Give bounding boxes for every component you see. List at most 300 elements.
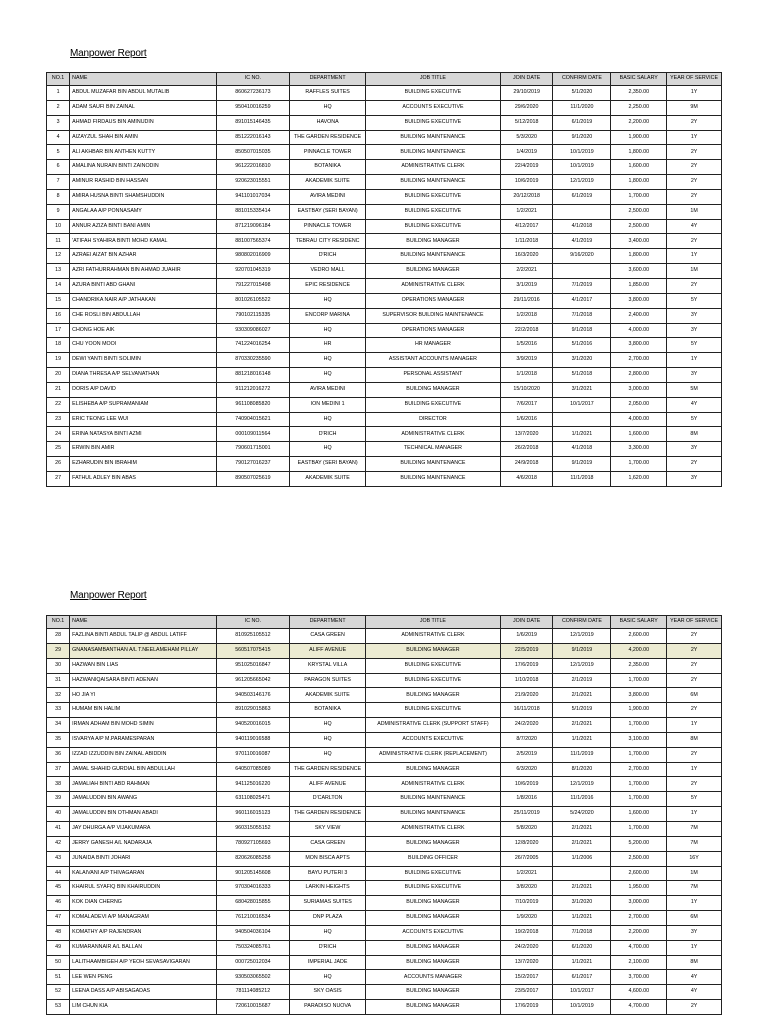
cell-name: HAZWAN BIN LIAS	[70, 658, 216, 673]
cell-ic-no: 741224016254	[216, 338, 290, 353]
cell-basic-salary: 1,900.00	[611, 130, 667, 145]
col-header-join-date: JOIN DATE	[500, 616, 553, 629]
cell-year-of-service: 5Y	[667, 792, 722, 807]
cell-name: FATHUL ADLEY BIN ABAS	[70, 471, 216, 486]
cell-year-of-service: 2Y	[667, 643, 722, 658]
cell-confirm-date	[553, 866, 611, 881]
col-header-department: DEPARTMENT	[290, 616, 366, 629]
cell-name: ERIC TEONG LEE WUI	[70, 412, 216, 427]
cell-no: 23	[47, 412, 70, 427]
cell-ic-no: 780927105693	[216, 836, 290, 851]
cell-name: AHMAD FIRDAUS BIN AMINUDIN	[70, 115, 216, 130]
cell-name: DIANA THRESA A/P SELVANATHAN	[70, 368, 216, 383]
cell-no: 13	[47, 264, 70, 279]
cell-department: AKADEMIK SUITE	[290, 688, 366, 703]
cell-join-date: 6/3/2020	[500, 762, 553, 777]
cell-name: JAMAL SHAHID GURDIAL BIN ABDULLAH	[70, 762, 216, 777]
cell-join-date: 1/10/2018	[500, 673, 553, 688]
cell-basic-salary: 2,700.00	[611, 353, 667, 368]
cell-basic-salary: 3,400.00	[611, 234, 667, 249]
cell-job-title: BUILDING MANAGER	[366, 688, 501, 703]
table-row	[47, 145, 722, 160]
cell-no: 18	[47, 338, 70, 353]
cell-confirm-date: 2/1/2021	[553, 688, 611, 703]
cell-department: PINNACLE TOWER	[290, 219, 366, 234]
col-header-basic-salary: BASIC SALARY	[611, 616, 667, 629]
cell-year-of-service: 1Y	[667, 940, 722, 955]
cell-year-of-service: 3Y	[667, 308, 722, 323]
cell-year-of-service: 3Y	[667, 442, 722, 457]
cell-no: 40	[47, 807, 70, 822]
cell-no: 31	[47, 673, 70, 688]
cell-join-date: 24/2/2020	[500, 718, 553, 733]
cell-ic-no: 870330235590	[216, 353, 290, 368]
col-header-basic-salary: BASIC SALARY	[611, 73, 667, 86]
cell-confirm-date: 9/1/2019	[553, 457, 611, 472]
table-row	[47, 264, 722, 279]
cell-join-date: 1/2/2021	[500, 204, 553, 219]
cell-name: HAZWANIQAISARA BINTI ADENAN	[70, 673, 216, 688]
cell-year-of-service: 7M	[667, 881, 722, 896]
cell-job-title: BUILDING MANAGER	[366, 896, 501, 911]
cell-job-title: BUILDING EXECUTIVE	[366, 658, 501, 673]
col-header-confirm-date: CONFIRM DATE	[553, 616, 611, 629]
cell-confirm-date: 1/1/2021	[553, 732, 611, 747]
cell-join-date: 19/2/2018	[500, 925, 553, 940]
cell-year-of-service: 8M	[667, 732, 722, 747]
table-row	[47, 821, 722, 836]
cell-department: AVIRA MEDINI	[290, 189, 366, 204]
cell-confirm-date: 7/1/2018	[553, 925, 611, 940]
cell-name: ALI AKHBAR BIN ANTHEN KUTTY	[70, 145, 216, 160]
cell-name: LEENA DASS A/P ABISAGADAS	[70, 985, 216, 1000]
cell-confirm-date	[553, 264, 611, 279]
cell-confirm-date: 2/1/2021	[553, 718, 611, 733]
table-row	[47, 911, 722, 926]
cell-ic-no: 920701045319	[216, 264, 290, 279]
cell-basic-salary: 2,700.00	[611, 911, 667, 926]
cell-ic-no: 891015146435	[216, 115, 290, 130]
cell-basic-salary: 1,950.00	[611, 881, 667, 896]
cell-confirm-date: 11/1/2016	[553, 792, 611, 807]
cell-year-of-service: 2Y	[667, 658, 722, 673]
table-row	[47, 219, 722, 234]
cell-name: FAZLINA BINTI ABDUL TALIP @ ABDUL LATIFF	[70, 629, 216, 644]
cell-confirm-date: 4/1/2019	[553, 234, 611, 249]
cell-join-date: 3/9/2019	[500, 353, 553, 368]
cell-name: AMIRA HUSNA BINTI SHAMSHUDDIN	[70, 189, 216, 204]
cell-name: ISVARYA A/P M.PARAMESPARAN	[70, 732, 216, 747]
table-row	[47, 836, 722, 851]
cell-job-title: BUILDING EXECUTIVE	[366, 219, 501, 234]
cell-name: HO JIA YI	[70, 688, 216, 703]
cell-department: D'RICH	[290, 249, 366, 264]
cell-department: PARAGON SUITES	[290, 673, 366, 688]
cell-name: LALITHAAMBIGEH A/P YEOH SEVASAVIGARAN	[70, 955, 216, 970]
table-row	[47, 866, 722, 881]
cell-ic-no: 790102115335	[216, 308, 290, 323]
cell-name: DORIS A/P DAVID	[70, 382, 216, 397]
cell-confirm-date: 5/24/2020	[553, 807, 611, 822]
cell-join-date: 8/7/2020	[500, 732, 553, 747]
cell-department: HQ	[290, 442, 366, 457]
cell-department: THE GARDEN RESIDENCE	[290, 762, 366, 777]
cell-job-title: DIRECTOR	[366, 412, 501, 427]
cell-confirm-date: 8/1/2020	[553, 762, 611, 777]
cell-job-title: BUILDING MAINTENANCE	[366, 471, 501, 486]
cell-join-date: 7/10/2019	[500, 896, 553, 911]
table-row	[47, 353, 722, 368]
table-body	[47, 86, 722, 487]
cell-year-of-service: 1Y	[667, 353, 722, 368]
cell-no: 32	[47, 688, 70, 703]
cell-department: PARADISO NUOVA	[290, 1000, 366, 1015]
cell-department: PINNACLE TOWER	[290, 145, 366, 160]
cell-name: ERWIN BIN AMIR	[70, 442, 216, 457]
cell-no: 21	[47, 382, 70, 397]
cell-year-of-service: 2Y	[667, 145, 722, 160]
cell-no: 35	[47, 732, 70, 747]
cell-no: 28	[47, 629, 70, 644]
cell-basic-salary: 3,800.00	[611, 688, 667, 703]
cell-year-of-service: 4Y	[667, 219, 722, 234]
cell-no: 48	[47, 925, 70, 940]
cell-basic-salary: 1,600.00	[611, 160, 667, 175]
cell-name: GNANASAMBANTHAN A/L T.NEELAMEHAM PILLAY	[70, 643, 216, 658]
table-row	[47, 970, 722, 985]
cell-confirm-date: 11/1/2018	[553, 471, 611, 486]
cell-no: 37	[47, 762, 70, 777]
cell-job-title: ADMINISTRATIVE CLERK	[366, 160, 501, 175]
col-header-confirm-date: CONFIRM DATE	[553, 73, 611, 86]
cell-ic-no: 890507025619	[216, 471, 290, 486]
cell-job-title: SUPERVISOR BUILDING MAINTENANCE	[366, 308, 501, 323]
cell-job-title: BUILDING EXECUTIVE	[366, 866, 501, 881]
cell-basic-salary: 1,700.00	[611, 777, 667, 792]
table-row	[47, 985, 722, 1000]
cell-join-date: 15/10/2020	[500, 382, 553, 397]
cell-job-title: BUILDING EXECUTIVE	[366, 703, 501, 718]
cell-job-title: ADMINISTRATIVE CLERK	[366, 427, 501, 442]
cell-confirm-date: 3/1/2021	[553, 382, 611, 397]
cell-join-date: 1/8/2016	[500, 792, 553, 807]
cell-department: LARKIN HEIGHTS	[290, 881, 366, 896]
cell-no: 53	[47, 1000, 70, 1015]
table-row	[47, 442, 722, 457]
cell-job-title: BUILDING MAINTENANCE	[366, 175, 501, 190]
cell-department: SURIAMAS SUITES	[290, 896, 366, 911]
cell-department: HQ	[290, 100, 366, 115]
cell-year-of-service: 1M	[667, 204, 722, 219]
cell-department: VEDRO MALL	[290, 264, 366, 279]
cell-join-date: 17/6/2019	[500, 658, 553, 673]
cell-job-title: BUILDING MAINTENANCE	[366, 457, 501, 472]
table-row	[47, 629, 722, 644]
cell-join-date: 29/10/2019	[500, 86, 553, 101]
cell-year-of-service: 4Y	[667, 970, 722, 985]
cell-basic-salary: 3,000.00	[611, 382, 667, 397]
table-row	[47, 382, 722, 397]
table-row	[47, 807, 722, 822]
cell-name: KOMALADEVI A/P MANAGRAM	[70, 911, 216, 926]
cell-no: 49	[47, 940, 70, 955]
cell-name: KALAIVANI A/P THIVAGARAN	[70, 866, 216, 881]
cell-basic-salary: 3,700.00	[611, 970, 667, 985]
cell-no: 1	[47, 86, 70, 101]
cell-no: 16	[47, 308, 70, 323]
cell-job-title: ACCOUNTS EXECUTIVE	[366, 732, 501, 747]
cell-basic-salary: 2,200.00	[611, 115, 667, 130]
cell-no: 26	[47, 457, 70, 472]
cell-year-of-service: 1M	[667, 866, 722, 881]
cell-basic-salary: 4,600.00	[611, 985, 667, 1000]
cell-year-of-service: 6M	[667, 911, 722, 926]
cell-name: CHANDRIKA NAIR A/P JATHAKAN	[70, 293, 216, 308]
cell-job-title: BUILDING EXECUTIVE	[366, 673, 501, 688]
col-header-year-of-service: YEAR OF SERVICE	[667, 73, 722, 86]
table-row	[47, 368, 722, 383]
cell-name: IRMAN ADHAM BIN MOHD SIMIN	[70, 718, 216, 733]
cell-ic-no: 940520016015	[216, 718, 290, 733]
cell-name: KOMATHY A/P RAJENDRAN	[70, 925, 216, 940]
col-header-job-title: JOB TITLE	[366, 616, 501, 629]
cell-ic-no: 790601715001	[216, 442, 290, 457]
cell-year-of-service: 2Y	[667, 629, 722, 644]
cell-department: HQ	[290, 293, 366, 308]
cell-name: ELISHEBA A/P SUPRAMANIAM	[70, 397, 216, 412]
cell-no: 50	[47, 955, 70, 970]
table-row	[47, 100, 722, 115]
cell-basic-salary: 1,700.00	[611, 189, 667, 204]
cell-join-date: 5/12/2018	[500, 115, 553, 130]
cell-no: 8	[47, 189, 70, 204]
cell-year-of-service: 3Y	[667, 323, 722, 338]
cell-name: CHU YOON MOOI	[70, 338, 216, 353]
cell-ic-no: 960116015123	[216, 807, 290, 822]
cell-job-title: ADMINISTRATIVE CLERK	[366, 629, 501, 644]
cell-confirm-date: 2/1/2019	[553, 673, 611, 688]
cell-ic-no: 951025016847	[216, 658, 290, 673]
cell-join-date: 1/4/2019	[500, 145, 553, 160]
cell-job-title: PERSONAL ASSISTANT	[366, 368, 501, 383]
cell-ic-no: 911212016272	[216, 382, 290, 397]
table-row	[47, 130, 722, 145]
cell-basic-salary: 1,700.00	[611, 457, 667, 472]
cell-name: DEWI YANTI BINTI SOLIMIN	[70, 353, 216, 368]
table-row	[47, 718, 722, 733]
cell-confirm-date: 6/1/2020	[553, 940, 611, 955]
cell-ic-no: 980802016909	[216, 249, 290, 264]
cell-join-date: 15/2/2017	[500, 970, 553, 985]
cell-name: ANGALAA A/P PONNASAMY	[70, 204, 216, 219]
cell-job-title: BUILDING EXECUTIVE	[366, 86, 501, 101]
cell-department: ENCORP MARINA	[290, 308, 366, 323]
cell-basic-salary: 1,600.00	[611, 427, 667, 442]
cell-confirm-date: 9/16/2020	[553, 249, 611, 264]
table-row	[47, 1000, 722, 1015]
cell-basic-salary: 3,300.00	[611, 442, 667, 457]
cell-confirm-date: 10/1/2019	[553, 160, 611, 175]
cell-department: HQ	[290, 925, 366, 940]
cell-name: JAMALUDDIN BIN AWANG	[70, 792, 216, 807]
cell-no: 44	[47, 866, 70, 881]
cell-ic-no: 750324085761	[216, 940, 290, 955]
cell-join-date: 10/6/2019	[500, 777, 553, 792]
cell-no: 34	[47, 718, 70, 733]
cell-job-title: HR MANAGER	[366, 338, 501, 353]
cell-join-date: 22/5/2019	[500, 643, 553, 658]
cell-no: 24	[47, 427, 70, 442]
table-row	[47, 338, 722, 353]
cell-basic-salary: 5,200.00	[611, 836, 667, 851]
manpower-table	[46, 72, 722, 487]
table-row	[47, 249, 722, 264]
cell-confirm-date: 1/1/2021	[553, 427, 611, 442]
cell-ic-no: 961222016810	[216, 160, 290, 175]
cell-ic-no: 881007565374	[216, 234, 290, 249]
cell-ic-no: 940503146176	[216, 688, 290, 703]
cell-job-title: ADMINISTRATIVE CLERK (SUPPORT STAFF)	[366, 718, 501, 733]
cell-job-title: BUILDING MANAGER	[366, 940, 501, 955]
cell-no: 19	[47, 353, 70, 368]
cell-basic-salary: 4,700.00	[611, 940, 667, 955]
cell-confirm-date: 5/1/2019	[553, 703, 611, 718]
cell-confirm-date: 12/1/2019	[553, 629, 611, 644]
cell-department: SKY VIEW	[290, 821, 366, 836]
cell-confirm-date: 9/1/2019	[553, 643, 611, 658]
cell-year-of-service: 2Y	[667, 189, 722, 204]
cell-basic-salary: 2,800.00	[611, 368, 667, 383]
cell-year-of-service: 1Y	[667, 718, 722, 733]
cell-join-date: 5/3/2020	[500, 130, 553, 145]
cell-basic-salary: 1,800.00	[611, 175, 667, 190]
cell-department: IMPERIAL JADE	[290, 955, 366, 970]
cell-ic-no: 000109011564	[216, 427, 290, 442]
cell-job-title: BUILDING MANAGER	[366, 985, 501, 1000]
cell-join-date: 3/1/2019	[500, 278, 553, 293]
cell-department: MON BISCA APTS	[290, 851, 366, 866]
cell-name: ADAM SAUFI BIN ZAINAL	[70, 100, 216, 115]
cell-basic-salary: 2,500.00	[611, 851, 667, 866]
cell-name: LIM CHUN KIA	[70, 1000, 216, 1015]
cell-basic-salary: 1,700.00	[611, 747, 667, 762]
cell-join-date: 1/1/2018	[500, 368, 553, 383]
cell-confirm-date: 6/1/2019	[553, 189, 611, 204]
cell-ic-no: 791227015498	[216, 278, 290, 293]
cell-join-date: 22/2/2018	[500, 323, 553, 338]
cell-confirm-date: 10/1/2017	[553, 397, 611, 412]
manpower-table	[46, 615, 722, 1015]
table-row	[47, 925, 722, 940]
cell-confirm-date: 1/1/2021	[553, 955, 611, 970]
cell-no: 52	[47, 985, 70, 1000]
cell-no: 30	[47, 658, 70, 673]
col-header-no: NO.1	[47, 73, 70, 86]
cell-department: BAYU PUTERI 3	[290, 866, 366, 881]
cell-join-date: 25/11/2019	[500, 807, 553, 822]
table-row	[47, 278, 722, 293]
col-header-year-of-service: YEAR OF SERVICE	[667, 616, 722, 629]
table-row	[47, 86, 722, 101]
cell-confirm-date: 9/1/2020	[553, 130, 611, 145]
cell-join-date: 22/4/2019	[500, 160, 553, 175]
col-header-ic: IC NO.	[216, 616, 290, 629]
cell-name: ANNUR AZIZA BINTI BANI AMIN	[70, 219, 216, 234]
cell-no: 38	[47, 777, 70, 792]
cell-confirm-date: 2/1/2021	[553, 881, 611, 896]
cell-no: 43	[47, 851, 70, 866]
cell-confirm-date: 11/1/2020	[553, 100, 611, 115]
cell-year-of-service: 2Y	[667, 747, 722, 762]
cell-job-title: BUILDING EXECUTIVE	[366, 189, 501, 204]
cell-ic-no: 960315055152	[216, 821, 290, 836]
cell-ic-no: 640507085089	[216, 762, 290, 777]
cell-job-title: OPERATIONS MANAGER	[366, 323, 501, 338]
cell-join-date: 26/7/2005	[500, 851, 553, 866]
cell-join-date: 1/5/2016	[500, 338, 553, 353]
cell-basic-salary: 1,620.00	[611, 471, 667, 486]
table-row	[47, 896, 722, 911]
cell-job-title: BUILDING MANAGER	[366, 643, 501, 658]
cell-ic-no: 740904015621	[216, 412, 290, 427]
cell-no: 10	[47, 219, 70, 234]
cell-ic-no: 781114085212	[216, 985, 290, 1000]
cell-year-of-service: 2Y	[667, 703, 722, 718]
cell-basic-salary: 1,800.00	[611, 145, 667, 160]
table-row	[47, 703, 722, 718]
cell-join-date: 4/12/2017	[500, 219, 553, 234]
cell-department: ALIFF AVENUE	[290, 643, 366, 658]
cell-job-title: BUILDING MANAGER	[366, 264, 501, 279]
cell-confirm-date: 5/1/2016	[553, 338, 611, 353]
cell-no: 33	[47, 703, 70, 718]
cell-no: 17	[47, 323, 70, 338]
cell-basic-salary: 1,600.00	[611, 807, 667, 822]
table-header-row	[47, 616, 722, 629]
cell-basic-salary: 3,800.00	[611, 293, 667, 308]
table-row	[47, 747, 722, 762]
cell-ic-no: 871219096184	[216, 219, 290, 234]
table-row	[47, 673, 722, 688]
cell-department: ALIFF AVENUE	[290, 777, 366, 792]
cell-basic-salary: 3,000.00	[611, 896, 667, 911]
cell-job-title: BUILDING EXECUTIVE	[366, 397, 501, 412]
cell-join-date: 7/6/2017	[500, 397, 553, 412]
cell-department: EPIC RESIDENCE	[290, 278, 366, 293]
cell-confirm-date: 4/1/2018	[553, 442, 611, 457]
table-row	[47, 397, 722, 412]
table-body	[47, 629, 722, 1015]
cell-basic-salary: 2,700.00	[611, 762, 667, 777]
cell-job-title: BUILDING MANAGER	[366, 234, 501, 249]
cell-basic-salary: 2,400.00	[611, 308, 667, 323]
cell-name: AZRAEI AIZAT BIN AZHAR	[70, 249, 216, 264]
cell-basic-salary: 2,350.00	[611, 86, 667, 101]
cell-no: 2	[47, 100, 70, 115]
cell-name: AIZAYZUL SHAH BIN AMIN	[70, 130, 216, 145]
cell-basic-salary: 2,600.00	[611, 629, 667, 644]
cell-join-date: 29/11/2016	[500, 293, 553, 308]
cell-job-title: ADMINISTRATIVE CLERK	[366, 777, 501, 792]
cell-basic-salary: 3,800.00	[611, 338, 667, 353]
table-row	[47, 732, 722, 747]
cell-year-of-service: 5Y	[667, 338, 722, 353]
cell-no: 47	[47, 911, 70, 926]
cell-name: AZRI FATHURRAHMAN BIN AHMAD JUAHIR	[70, 264, 216, 279]
cell-basic-salary: 2,200.00	[611, 925, 667, 940]
cell-basic-salary: 1,700.00	[611, 821, 667, 836]
cell-join-date: 23/5/2017	[500, 985, 553, 1000]
